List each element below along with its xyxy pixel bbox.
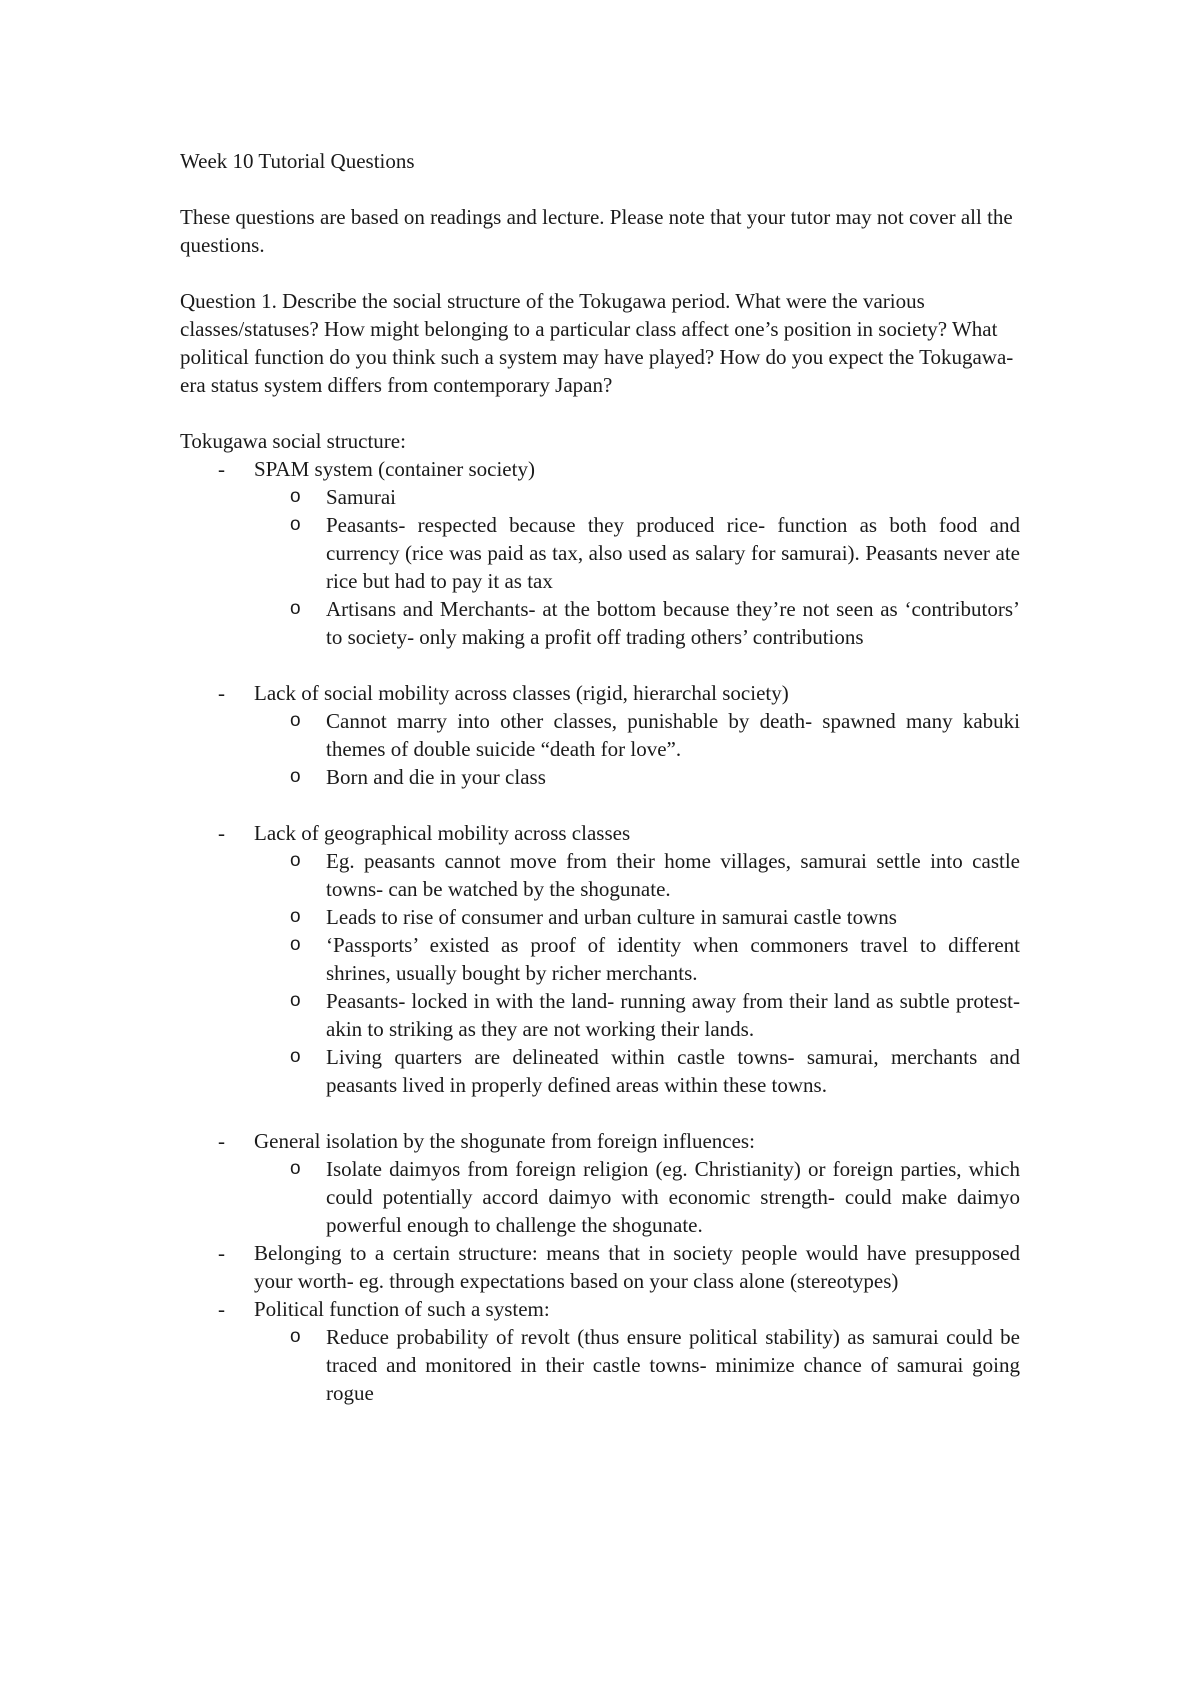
- dash-marker: -: [218, 821, 225, 845]
- sub-bullet-text: Reduce probability of revolt (thus ensure political stability) as samurai could be traced and monitored in their castle towns- minimize chance of samurai going rogue: [326, 1325, 1020, 1405]
- sub-bullet-item: [254, 511, 1020, 595]
- bullet-text: General isolation by the shogunate from foreign influences:: [254, 1129, 755, 1153]
- sub-bullet-item: [254, 483, 1020, 511]
- sub-bullet-text: Born and die in your class: [326, 765, 546, 789]
- sub-bullet-item: [254, 987, 1020, 1043]
- circle-marker: o: [290, 990, 301, 1011]
- sub-bullet-list: [254, 1323, 1020, 1407]
- circle-marker: o: [290, 486, 301, 507]
- sub-bullet-item: [254, 595, 1020, 651]
- bullet-text: SPAM system (container society): [254, 457, 535, 481]
- dash-marker: -: [218, 1129, 225, 1153]
- sub-bullet-list: [254, 707, 1020, 791]
- sub-bullet-item: [254, 763, 1020, 791]
- sub-bullet-list: [254, 483, 1020, 651]
- question-1: Question 1. Describe the social structure of the Tokugawa period. What were the various classes/statuses? How might belonging to a particular class affect one’s position in society? What political function do you think such a system may have played? How do you expect the Tokugawa-era status system differs from contemporary Japan?: [180, 289, 1014, 397]
- sub-bullet-text: Peasants- respected because they produced rice- function as both food and currency (rice was paid as tax, also used as salary for samurai). Peasants never ate rice but had to pay it as tax: [326, 513, 1020, 593]
- sub-bullet-text: Isolate daimyos from foreign religion (eg. Christianity) or foreign parties, which could potentially accord daimyo with economic strength- could make daimyo powerful enough to challenge the shogunate.: [326, 1157, 1020, 1237]
- bullet-text: Lack of social mobility across classes (rigid, hierarchal society): [254, 681, 789, 705]
- sub-bullet-item: [254, 1043, 1020, 1099]
- circle-marker: o: [290, 934, 301, 955]
- sub-bullet-text: Artisans and Merchants- at the bottom because they’re not seen as ‘contributors’ to society- only making a profit off trading others’ contributions: [326, 597, 1020, 649]
- sub-bullet-item: [254, 1323, 1020, 1407]
- circle-marker: o: [290, 1326, 301, 1347]
- sub-bullet-item: [254, 903, 1020, 931]
- bullet-item: [180, 1295, 1020, 1407]
- sub-bullet-text: Leads to rise of consumer and urban culture in samurai castle towns: [326, 905, 897, 929]
- sub-bullet-text: Peasants- locked in with the land- running away from their land as subtle protest- akin to striking as they are not working their lands.: [326, 989, 1020, 1041]
- circle-marker: o: [290, 906, 301, 927]
- sub-bullet-text: Cannot marry into other classes, punishable by death- spawned many kabuki themes of double suicide “death for love”.: [326, 709, 1020, 761]
- bullet-item: [180, 819, 1020, 1099]
- bullet-text: Belonging to a certain structure: means that in society people would have presupposed your worth- eg. through expectations based on your class alone (stereotypes): [254, 1241, 1020, 1293]
- circle-marker: o: [290, 850, 301, 871]
- circle-marker: o: [290, 710, 301, 731]
- bullet-text: Political function of such a system:: [254, 1297, 550, 1321]
- sub-bullet-item: [254, 1155, 1020, 1239]
- dash-marker: -: [218, 1297, 225, 1321]
- dash-marker: -: [218, 681, 225, 705]
- document-body: [180, 147, 1020, 1407]
- section-heading: Tokugawa social structure:: [180, 429, 406, 453]
- bullet-item: [180, 1127, 1020, 1239]
- circle-marker: o: [290, 1046, 301, 1067]
- sub-bullet-item: [254, 931, 1020, 987]
- intro-paragraph: These questions are based on readings and lecture. Please note that your tutor may not cover all the questions.: [180, 205, 1013, 257]
- main-bullet-list: [180, 455, 1020, 1407]
- sub-bullet-list: [254, 1155, 1020, 1239]
- sub-bullet-text: Eg. peasants cannot move from their home villages, samurai settle into castle towns- can be watched by the shogunate.: [326, 849, 1020, 901]
- circle-marker: o: [290, 514, 301, 535]
- circle-marker: o: [290, 598, 301, 619]
- dash-marker: -: [218, 457, 225, 481]
- sub-bullet-text: Living quarters are delineated within castle towns- samurai, merchants and peasants lived in properly defined areas within these towns.: [326, 1045, 1020, 1097]
- bullet-item: [180, 679, 1020, 791]
- circle-marker: o: [290, 1158, 301, 1179]
- dash-marker: -: [218, 1241, 225, 1265]
- circle-marker: o: [290, 766, 301, 787]
- sub-bullet-text: Samurai: [326, 485, 396, 509]
- sub-bullet-text: ‘Passports’ existed as proof of identity when commoners travel to different shrines, usually bought by richer merchants.: [326, 933, 1020, 985]
- sub-bullet-list: [254, 847, 1020, 1099]
- document-title: Week 10 Tutorial Questions: [180, 149, 415, 173]
- sub-bullet-item: [254, 707, 1020, 763]
- bullet-item: [180, 1239, 1020, 1295]
- sub-bullet-item: [254, 847, 1020, 903]
- bullet-item: [180, 455, 1020, 651]
- bullet-text: Lack of geographical mobility across classes: [254, 821, 631, 845]
